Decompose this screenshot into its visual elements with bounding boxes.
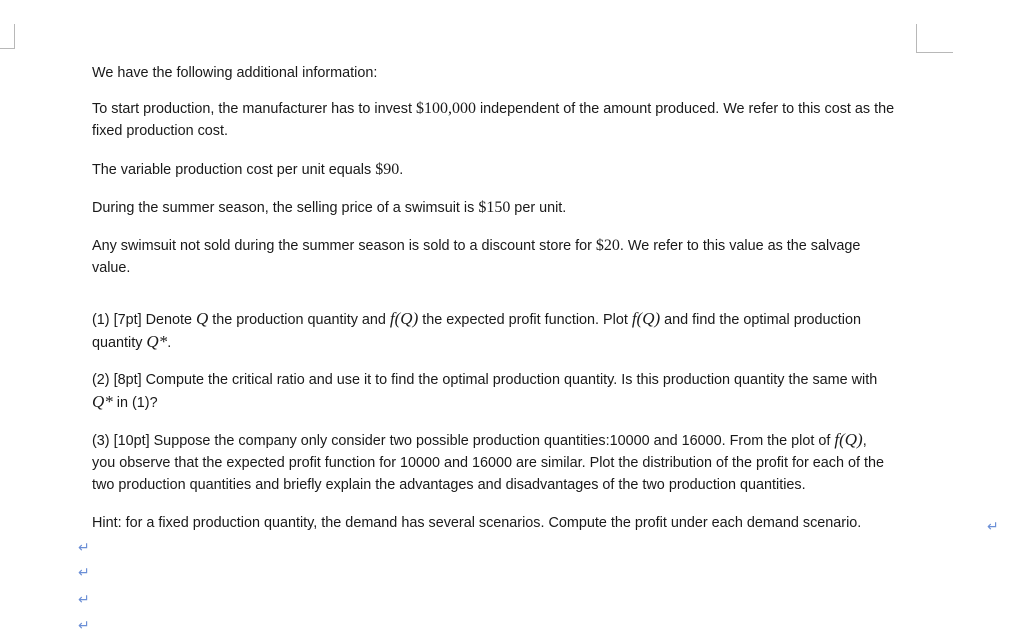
fixed-cost-paragraph bbox=[92, 98, 980, 142]
q1-var-q: Q bbox=[196, 309, 209, 328]
q1-text-5: quantity bbox=[92, 335, 147, 351]
question-2 bbox=[92, 369, 980, 414]
selling-price-amount: $150 bbox=[478, 199, 511, 216]
salvage-text: Any swimsuit not sold during the summer season is sold to a discount store for bbox=[92, 238, 596, 254]
q1-fq-1: f(Q) bbox=[389, 309, 419, 328]
paragraph-return-icon: ↵ bbox=[78, 592, 90, 608]
q2-text-end: in (1)? bbox=[112, 395, 158, 411]
q3-fq: f(Q) bbox=[834, 430, 863, 449]
question-1 bbox=[92, 308, 980, 354]
q3-comma: , bbox=[862, 433, 867, 449]
intro-paragraph bbox=[92, 62, 980, 84]
fixed-cost-text-cont: independent of the amount produced. We refer to this cost as the bbox=[475, 101, 895, 117]
q1-text-3: the expected profit function. Plot bbox=[418, 312, 632, 328]
q2-qstar: Q* bbox=[92, 392, 113, 411]
salvage-amount: $20 bbox=[595, 237, 620, 254]
q3-text: (3) [10pt] Suppose the company only consider two possible production quantities:10000 and 16000. From the plot of bbox=[92, 433, 835, 449]
fixed-cost-text: To start production, the manufacturer has to invest bbox=[92, 101, 416, 117]
hint-text: Hint: for a fixed production quantity, the demand has several scenarios. Compute the profit under each demand scenario. bbox=[92, 515, 862, 531]
q1-text-2: the production quantity and bbox=[208, 312, 390, 328]
hint-paragraph bbox=[92, 512, 980, 534]
variable-cost-amount: $90 bbox=[375, 161, 400, 178]
fixed-cost-text-end: fixed production cost. bbox=[92, 123, 228, 139]
q3-text-2: you observe that the expected profit function for 10000 and 16000 are similar. Plot the distribution of the profit for each of the bbox=[92, 455, 884, 471]
crop-mark-left bbox=[0, 24, 15, 49]
variable-cost-period: . bbox=[399, 162, 404, 178]
paragraph-return-icon: ↵ bbox=[78, 618, 90, 634]
q1-fq-2: f(Q) bbox=[631, 309, 661, 328]
question-3 bbox=[92, 429, 980, 496]
salvage-text-end: value. bbox=[92, 260, 131, 276]
variable-cost-paragraph bbox=[92, 159, 980, 181]
salvage-paragraph bbox=[92, 235, 980, 279]
selling-price-paragraph bbox=[92, 197, 980, 219]
fixed-cost-amount: $100,000 bbox=[415, 100, 476, 117]
salvage-text-cont: . We refer to this value as the salvage bbox=[619, 238, 861, 254]
q1-text: (1) [7pt] Denote bbox=[92, 312, 196, 328]
crop-mark-right bbox=[916, 24, 953, 53]
variable-cost-text: The variable production cost per unit equals bbox=[92, 162, 376, 178]
q1-text-4: and find the optimal production bbox=[660, 312, 861, 328]
q1-qstar: Q* bbox=[146, 332, 168, 351]
q3-text-3: two production quantities and briefly explain the advantages and disadvantages of the two production quantities. bbox=[92, 477, 806, 493]
paragraph-return-icon: ↵ bbox=[78, 540, 90, 556]
intro-text: We have the following additional information: bbox=[92, 65, 378, 81]
paragraph-return-icon: ↵ bbox=[78, 565, 90, 581]
selling-price-text: During the summer season, the selling price of a swimsuit is bbox=[92, 200, 479, 216]
q1-period: . bbox=[167, 335, 172, 351]
selling-price-text-end: per unit. bbox=[510, 200, 567, 216]
paragraph-return-icon: ↵ bbox=[987, 519, 999, 535]
q2-text: (2) [8pt] Compute the critical ratio and use it to find the optimal production quantity. Is this production quantity the same with bbox=[92, 372, 878, 388]
